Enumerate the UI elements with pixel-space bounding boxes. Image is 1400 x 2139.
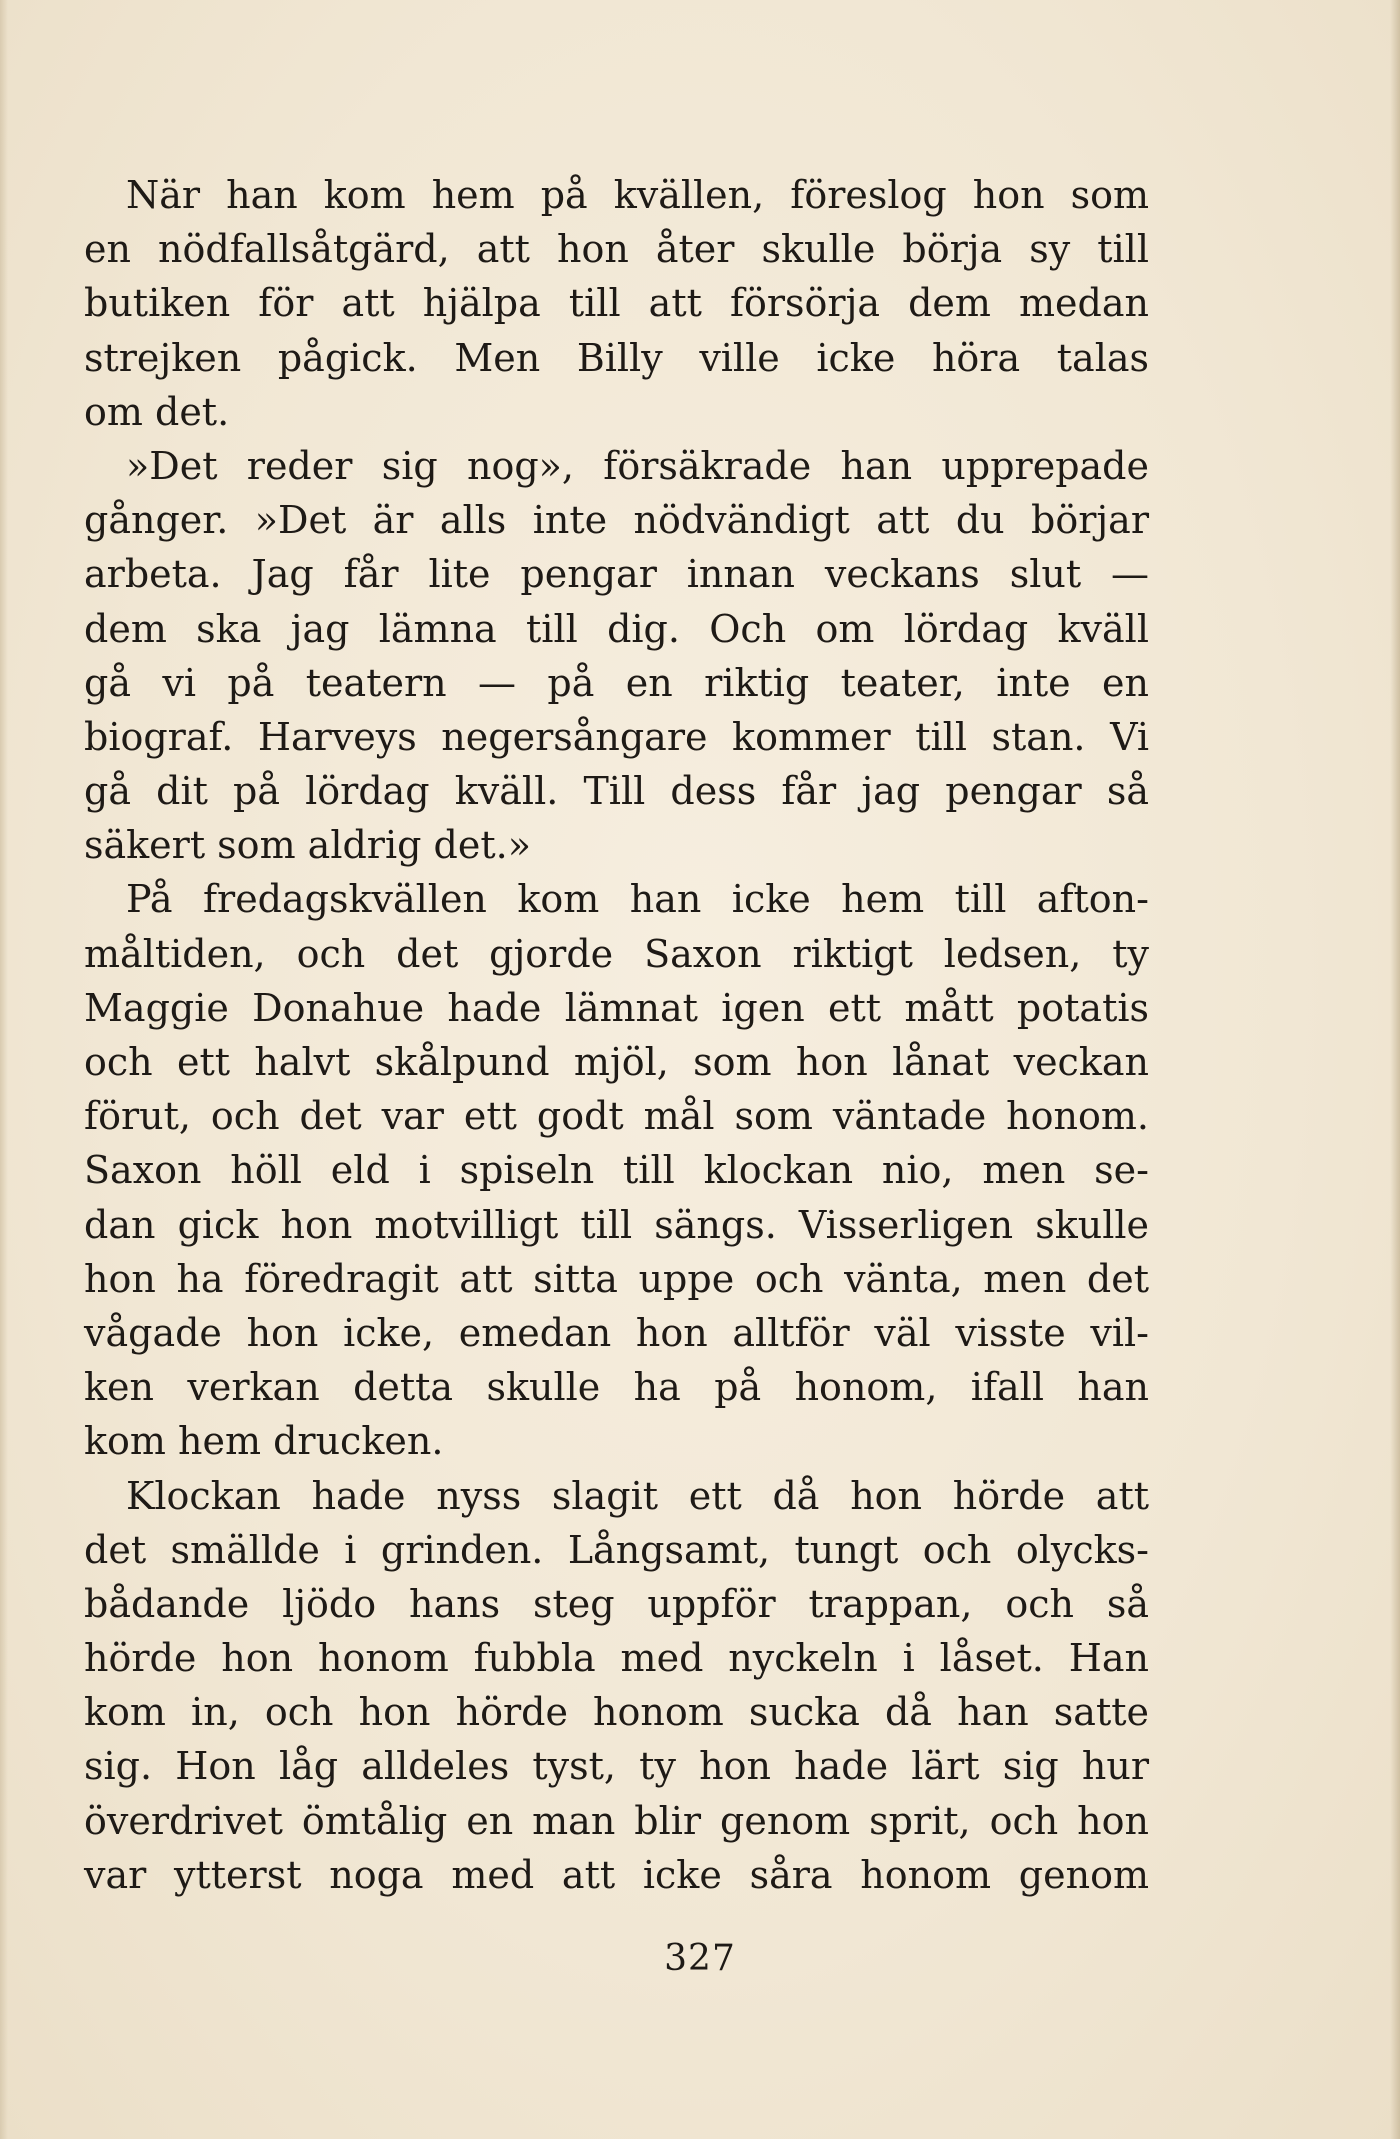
page-left-edge (0, 0, 8, 2139)
text-line: kom hem drucken. (84, 1419, 444, 1464)
text-line: dan gick hon motvilligt till sängs. Visserligen skulle (84, 1202, 1149, 1247)
page-right-edge (1390, 0, 1400, 2139)
text-line: vågade hon icke, emedan hon alltför väl visste vil- (84, 1310, 1149, 1355)
text-line: en nödfallsåtgärd, att hon åter skulle börja sy till (84, 227, 1149, 272)
page-number: 327 (664, 1938, 736, 1979)
text-line: om det. (84, 389, 230, 434)
text-line: överdrivet ömtålig en man blir genom sprit, och hon (84, 1798, 1149, 1843)
text-line: »Det reder sig nog», försäkrade han upprepade (126, 443, 1149, 488)
text-line: bådande ljödo hans steg uppför trappan, och så (84, 1581, 1149, 1626)
text-line: säkert som aldrig det.» (84, 823, 531, 868)
text-line: Klockan hade nyss slagit ett då hon hörde att (126, 1473, 1149, 1518)
text-line: ken verkan detta skulle ha på honom, ifall han (84, 1365, 1149, 1410)
text-line: gå dit på lördag kväll. Till dess får jag pengar så (84, 769, 1149, 814)
text-line: och ett halvt skålpund mjöl, som hon lånat veckan (84, 1040, 1149, 1084)
text-line: det smällde i grinden. Långsamt, tungt och olycks- (84, 1527, 1149, 1572)
text-line: strejken pågick. Men Billy ville icke höra talas (84, 335, 1149, 380)
text-line: arbeta. Jag får lite pengar innan veckans slut — (84, 552, 1149, 597)
text-line: dem ska jag lämna till dig. Och om lördag kväll (84, 606, 1149, 651)
text-line: gånger. »Det är alls inte nödvändigt att du börjar (84, 498, 1149, 543)
text-line: När han kom hem på kvällen, föreslog hon som (126, 173, 1149, 217)
text-line: hon ha föredragit att sitta uppe och vänta, men det (84, 1256, 1149, 1301)
text-line: På fredagskvällen kom han icke hem till afton- (126, 877, 1149, 922)
text-line: Saxon höll eld i spiseln till klockan nio, men se- (84, 1148, 1149, 1193)
body-text (84, 168, 1149, 1902)
text-line: måltiden, och det gjorde Saxon riktigt ledsen, ty (84, 931, 1149, 976)
text-line: biograf. Harveys negersångare kommer till stan. Vi (84, 714, 1149, 759)
text-line: var ytterst noga med att icke såra honom genom (84, 1852, 1149, 1897)
text-line: förut, och det var ett godt mål som väntade honom. (84, 1094, 1149, 1139)
text-line: gå vi på teatern — på en riktig teater, inte en (84, 660, 1149, 705)
text-line: kom in, och hon hörde honom sucka då han satte (84, 1690, 1149, 1735)
text-line: butiken för att hjälpa till att försörja dem medan (84, 281, 1149, 326)
text-line: hörde hon honom fubbla med nyckeln i låset. Han (84, 1636, 1149, 1681)
text-line: sig. Hon låg alldeles tyst, ty hon hade lärt sig hur (84, 1744, 1149, 1789)
text-line: Maggie Donahue hade lämnat igen ett mått potatis (84, 985, 1149, 1030)
